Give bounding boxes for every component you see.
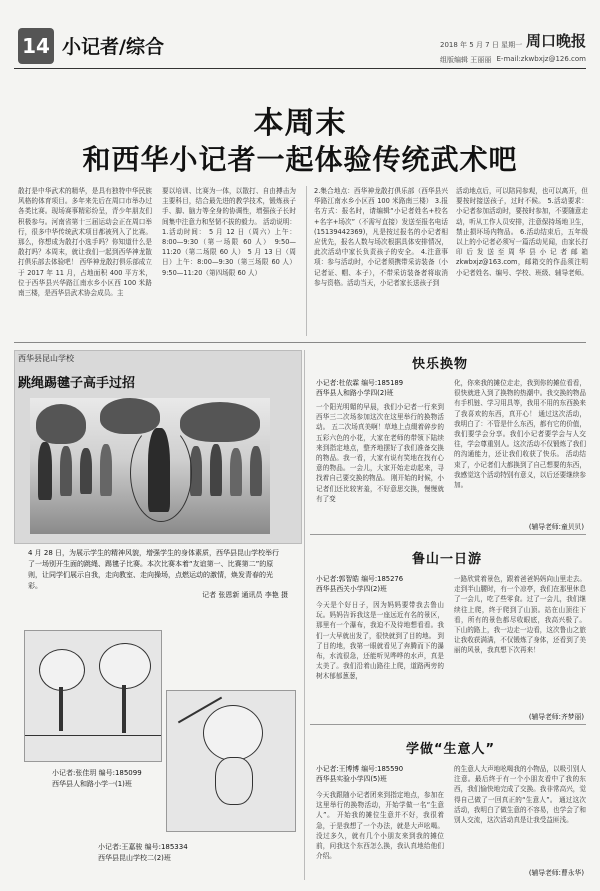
tree-trunk (59, 687, 63, 731)
story2-school: 西华县西关小学四(2)班 (316, 585, 387, 593)
story2-body-right: 一路欣赏着景色，跟着爸爸妈妈向山里走去。走到半山腰时，有一个凉亭，我们在那里休息了一会儿，吃了些零食。过了一会儿，我们继续往上爬，终于爬到了山顶。站在山顶往下看，所有的景色都尽收眼底，我高兴极了。 下山的路上，我一边走一边看，这次鲁山之旅让我收获满满，不仅锻炼了身体，还看到了美丽的风景，我真想下次再来！ (454, 575, 586, 655)
tree-icon (180, 402, 260, 442)
person-figure (60, 446, 72, 496)
article-column-3: 2.集合地点：西华神龙散打俱乐部（西华县兴华路江南水乡小区西 100 米路南三楼） 3.报名方式：报名时，请编辑“小记者姓名+校名+名字+场次”（不需写直接）发送至报名电话(15139442369)，凡是按过报名的小记者相应优先，报名人数与场次根据具体安排情况，此次活动中家长负责孩子的安全。 4.注意事项：参与活动时，小记者须携带采访装备（小记者证、帽、本子），不带采访装备者将取消参与资格。活动当天，小记者家长送孩子到 (314, 187, 448, 287)
photo-caption: 4 月 28 日，为展示学生的精神风貌，增强学生的身体素质，西华县昆山学校举行了一场别开生面的跳绳、踢毽子比赛。本次比赛本着“友谊第一、比赛第二”的原则，让同学们展示自我，走向教室、走向操场，点燃运动的激情，焕发青春的光彩。 (28, 549, 280, 590)
photo-credit: 记者 张恩新 通讯员 李艳 摄 (202, 591, 288, 599)
children-drawing-monkey (166, 690, 296, 832)
story1-body-left: 一个阳光明媚的早晨，我们小记者一行来到西华三二次场参加这次在这里举行的换物活动。 五二次场真美啊！草地上点缀着碎步的五彩六色的小花，大家在老师的带领下陆续来到指定地点，整齐地摆好了我们准备交换的物品。我一看，大家有说有笑地在找有心意的物品。一会儿，大家开始走动起来，寻找着自己要交换的物品。 刚开始的时候，小记者们还比较害羞，不好意思交换，慢慢就有了变 (316, 403, 444, 503)
tree-icon (39, 649, 85, 691)
story3-reporter: 小记者:王博博 编号:185590 (316, 765, 404, 773)
drawing2-school: 西华县昆山学校二(2)班 (98, 854, 171, 862)
person-figure (210, 444, 222, 496)
photo-school: 西华县昆山学校 (18, 354, 74, 363)
story1-reporter: 小记者:杜依霖 编号:185189 (316, 379, 404, 387)
children-drawing-trees (24, 630, 162, 762)
monkey-head-icon (203, 705, 263, 761)
monkey-body-icon (215, 757, 253, 805)
story3-body-left: 今天我跟随小记者团来到指定地点，参加在这里举行的换物活动，开始学做一名“生意人”。 开始我的摊位生意并不好，我很着急，于是我想了一个办法，就是大声吆喝。没过多久，就有几个小朋友来到我的摊位前，问我这个东西怎么换，我认真地给他们介绍。 (316, 791, 444, 861)
article-column-1: 散打是中华武术的精华，是具有独特中华民族风格的体育项目。多年来先后在周口市举办过各类比赛。现场赛事精彩纷呈，青少年朋友们积极参与。河南省第十三届运动会正在周口举行，很多中华传统武术项目都被列入了比赛。那么，你想成为散打小选手吗？你知道什么是散打吗？本周末，就让我们一起到西华神龙散打俱乐部去体验吧！ 西华神龙散打俱乐部成立于 2017 年 11 月，占地面积 400 平方米，位于西华县兴华路江南水乡小区西 100 米路南三楼，是西华县武术协会成员。主 (18, 187, 152, 298)
headline-line2: 和西华小记者一起体验传统武术吧 (82, 143, 518, 176)
article-column-2: 要以培训、比赛为一体，以散打、自由搏击为主要科目，结合最先进的教学技术，锻炼孩子手、脚、脑力等全身的协调性，增强孩子长时间集中注意力和坚韧不拔的毅力。 活动说明： 1.活动时间： 5 月 12 日（周六）上午：8:00—9:30（第一场限 60 人） 9:50—11:20（第二场限 60 人） 5 月 13 日（周日）上午：8:00—9:30（第三场限 60 人） 9:50—11:20（第四场限 60 人） (162, 187, 296, 277)
story1-title: 快乐换物 (412, 357, 469, 372)
issue-date: 2018 年 5 月 7 日 星期一 (440, 41, 523, 49)
article-column-4: 活动地点后，可以陪同参观，也可以离开，但要按时接送孩子，过时不候。 5.活动要求：小记者参加活动时，要按时参加，不要随意走动，听从工作人员安排，注意保持场地卫生，禁止损坏场内物品。 6.活动结束后，五年级以上的小记者必须写一篇活动见闻，由家长打印后发送至周华县小记者邮箱 zkwbxjz@163.com，邮箱交的作品须注明小记者姓名、编号、学校、班级、辅导老师。 (456, 187, 588, 277)
column-divider (306, 186, 307, 336)
story1-teacher: (辅导老师:童贝贝) (528, 523, 584, 531)
person-figure (230, 448, 242, 496)
headline-line1: 本周末 (253, 106, 347, 141)
editor-credit: 组版编辑 王丽丽 (440, 56, 492, 64)
story2-body-left: 今天是个好日子，因为妈妈要带我去鲁山玩。妈妈告诉我这是一座远近有名的景区，那里有一个瀑布，我迫不及待地想看看。我们一大早就出发了，很快就到了目的地。 到了目的地，我第一眼就看见了奔腾而下的瀑布，水流很急，还能听见哗哗的水声，真是太美了。我们沿着山路往上爬，道路两旁的树木郁郁葱葱， (316, 601, 444, 681)
story3-teacher: (辅导老师:曹永华) (528, 869, 584, 877)
tree-icon (99, 643, 151, 689)
person-figure (38, 442, 52, 500)
story3-body-right: 的生意人大声地吆喝我的小物品，以吸引别人注意。最后终于有一个小朋友看中了我的东西，我们愉快地完成了交换。我非常高兴，觉得自己做了一回真正的“生意人”。 通过这次活动，我明白了做生意的不容易，也学会了和别人交流，这次活动真是让我受益匪浅。 (454, 765, 586, 825)
story1-school: 西华县人和路小学四(2)班 (316, 389, 394, 397)
page-number: 14 (18, 28, 54, 64)
story2-reporter: 小记者:郭智皓 编号:185276 (316, 575, 404, 583)
drawing1-reporter: 小记者:张佳玥 编号:185099 (52, 769, 142, 777)
drawing2-reporter: 小记者:王嘉骏 编号:185334 (98, 843, 188, 851)
person-figure (80, 448, 92, 494)
tree-trunk (122, 685, 126, 733)
story-rule (310, 724, 586, 725)
newspaper-logo: 周口晚报 (525, 32, 586, 50)
story3-school: 西华县实验小学四(5)班 (316, 775, 387, 783)
ground-line (25, 735, 161, 736)
story3-title: 学做“生意人” (406, 742, 496, 757)
photo-title: 跳绳踢毽子高手过招 (18, 376, 136, 391)
tree-icon (36, 404, 86, 444)
header-rule (14, 68, 586, 69)
drawing1-school: 西华县人和路小学一(1)班 (52, 780, 132, 788)
person-figure (100, 444, 112, 496)
person-figure (250, 446, 262, 496)
story2-title: 鲁山一日游 (412, 552, 483, 567)
story2-teacher: (辅导老师:齐梦丽) (528, 713, 584, 721)
story-rule (310, 534, 586, 535)
main-divider (304, 350, 305, 880)
event-photo (30, 398, 270, 534)
section-title: 小记者/综合 (62, 36, 164, 58)
article-rule (14, 342, 586, 343)
page-header (0, 0, 600, 72)
story1-body-right: 化，你来我的摊位走走，我到你的摊位看看，很快就进入到了换物的热潮中。我交换的物品有手机链、学习用具等，我用不用的东西换来了我喜欢的东西，真开心！ 通过这次活动，我明白了：不管是什么东西，都有它的价值，我们要学会分享。我们小记者要学会与人交往，学会尊重别人。这次活动不仅锻炼了我们的沟通能力，还让我们收获了快乐。 活动结束了，小记者们大都换到了自己想要的东西，我感觉这个活动特别有意义，以后还要继续参加。 (454, 379, 586, 490)
editor-email: E-mail:zkwbxjz@126.com (496, 55, 586, 63)
jump-rope (130, 424, 192, 522)
